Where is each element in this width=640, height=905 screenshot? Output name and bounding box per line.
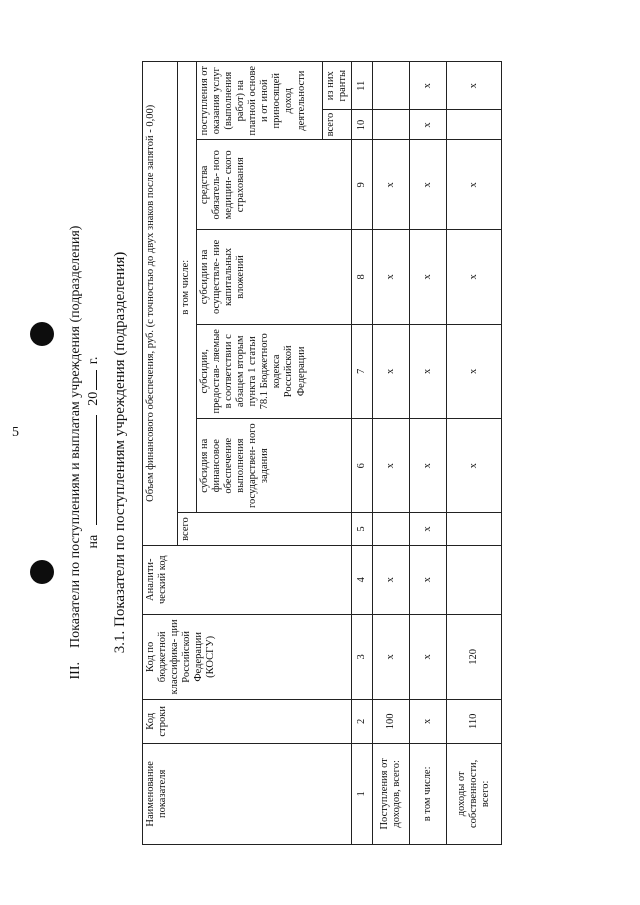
subsection-title: 3.1. Показатели по поступлениям учреждения (подразделения)	[112, 251, 128, 654]
page-number: 5	[12, 425, 19, 440]
col-num: 11	[352, 62, 373, 110]
row-name: доходы от собственности, всего:	[447, 743, 502, 844]
row-total: x	[410, 513, 447, 545]
col-num: 10	[352, 110, 373, 140]
row-budget-code: 120	[447, 614, 502, 699]
row-cell: x	[373, 230, 410, 324]
col-num: 9	[352, 140, 373, 230]
col-num: 7	[352, 324, 373, 418]
table-row	[410, 62, 447, 845]
row-cell: x	[410, 419, 447, 513]
date-line	[86, 0, 102, 905]
col-num: 8	[352, 230, 373, 324]
col-num: 4	[352, 545, 373, 614]
row-cell: x	[373, 140, 410, 230]
row-cell: x	[447, 140, 502, 230]
header-analytic-code: Аналити- ческий код	[143, 545, 352, 614]
table-row	[447, 62, 502, 845]
header-budget-code: Код по бюджетной классифика- ции Российской Федерации (КОСГУ)	[143, 614, 352, 699]
row-cell: x	[447, 62, 502, 110]
row-cell: x	[410, 324, 447, 418]
row-cell: x	[410, 140, 447, 230]
section-roman: III.	[68, 661, 83, 680]
header-paid-grants: из них гранты	[322, 62, 351, 110]
column-number-row	[352, 62, 373, 845]
header-volume: Объем финансового обеспечения, руб. (с точностью до двух знаков после запятой - 0,00)	[143, 62, 178, 546]
section-title	[68, 0, 84, 905]
header-paid-income: поступления от оказания услуг (выполнения работ) на платной основе и от иной приносящей доход деятельности	[197, 62, 323, 140]
col-num: 3	[352, 614, 373, 699]
col-num: 1	[352, 743, 373, 844]
header-name: Наименование показателя	[143, 743, 352, 844]
receipts-table	[142, 61, 502, 845]
col-num: 6	[352, 419, 373, 513]
row-cell: x	[447, 324, 502, 418]
header-oms: средства обязатель- ного медицин- ского страхования	[197, 140, 352, 230]
row-cell: x	[447, 230, 502, 324]
date-prefix: на	[86, 534, 101, 549]
table-row	[373, 62, 410, 845]
row-total	[447, 513, 502, 545]
header-subsidy-state-task: субсидия на финансовое обеспечение выполнения государствен- ного задания	[197, 419, 352, 513]
row-line-code: 100	[373, 699, 410, 743]
col-num: 5	[352, 513, 373, 545]
header-including: в том числе:	[178, 62, 197, 513]
row-cell	[373, 110, 410, 140]
section-title-text: Показатели по поступлениям и выплатам учреждения (подразделения)	[68, 225, 83, 648]
row-cell: x	[447, 419, 502, 513]
row-cell: x	[373, 324, 410, 418]
row-cell: x	[410, 110, 447, 140]
row-cell	[447, 110, 502, 140]
row-cell	[373, 62, 410, 110]
year-prefix: 20	[86, 391, 101, 406]
header-subsidy-capital: субсидии на осуществле- ние капитальных вложений	[197, 230, 352, 324]
row-cell: x	[410, 230, 447, 324]
header-subsidy-78-1: субсидии, предостав- ляемые в соответствии с абзацем вторым пункта 1 статьи 78.1 Бюджетного кодекса Российской Федерации	[197, 324, 352, 418]
row-analytic-code	[447, 545, 502, 614]
row-analytic-code: x	[373, 545, 410, 614]
header-total: всего	[178, 513, 352, 545]
header-paid-total: всего	[322, 110, 351, 140]
year-suffix: г.	[86, 356, 101, 365]
date-blank	[96, 415, 97, 525]
header-line-code: Код строки	[143, 699, 352, 743]
row-name: в том числе:	[410, 743, 447, 844]
row-budget-code: x	[373, 614, 410, 699]
row-cell: x	[373, 419, 410, 513]
row-total	[373, 513, 410, 545]
row-line-code: x	[410, 699, 447, 743]
row-line-code: 110	[447, 699, 502, 743]
col-num: 2	[352, 699, 373, 743]
year-blank	[96, 370, 97, 390]
row-budget-code: x	[410, 614, 447, 699]
row-cell: x	[410, 62, 447, 110]
row-analytic-code: x	[410, 545, 447, 614]
row-name: Поступления от доходов, всего:	[373, 743, 410, 844]
